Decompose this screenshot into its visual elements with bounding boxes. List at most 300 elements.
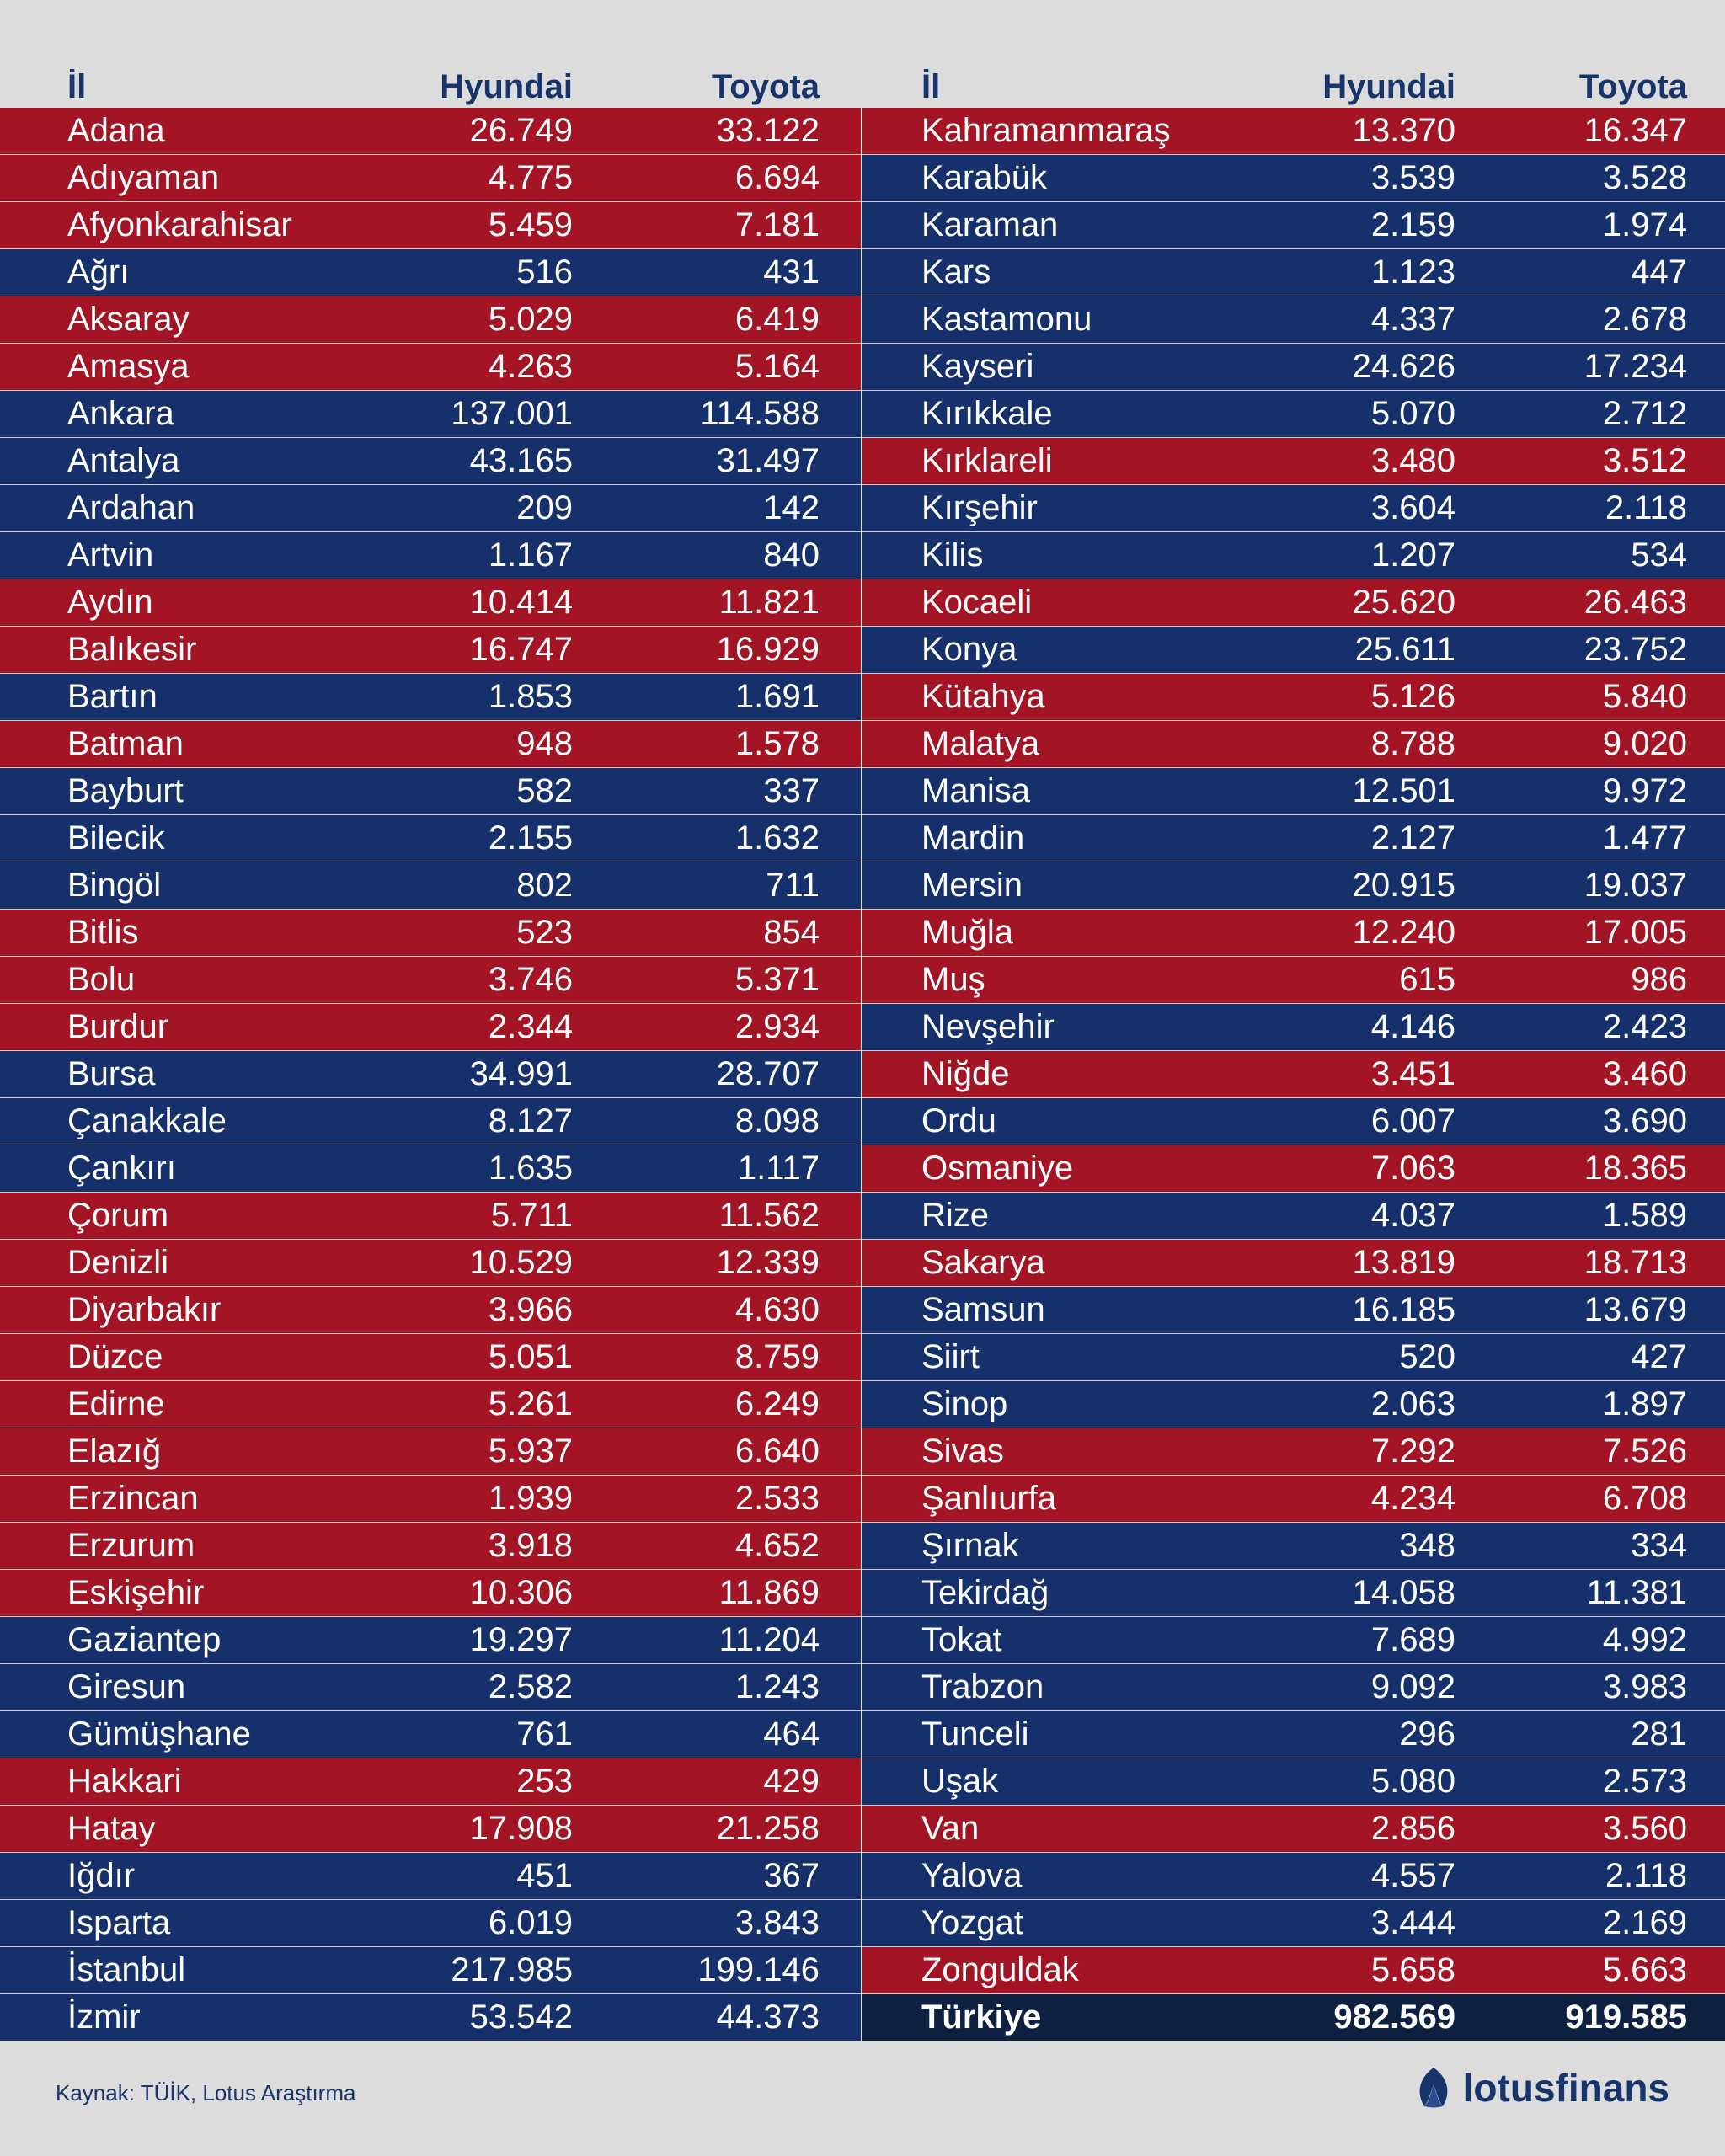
- cell-hyundai: 4.557: [1370, 1857, 1455, 1894]
- cell-province: Balıkesir: [67, 631, 197, 668]
- cell-province: Kocaeli: [921, 584, 1033, 621]
- header-il: İl: [67, 68, 87, 105]
- cell-toyota: 7.181: [734, 206, 820, 243]
- cell-toyota: 142: [763, 489, 820, 526]
- source-note: Kaynak: TÜİK, Lotus Araştırma: [56, 2080, 356, 2105]
- table-row: [0, 957, 861, 1004]
- cell-toyota: 7.526: [1602, 1433, 1687, 1470]
- cell-hyundai: 34.991: [469, 1055, 573, 1092]
- cell-hyundai: 13.370: [1352, 112, 1455, 149]
- table-row: [0, 296, 861, 344]
- table-row: [862, 1758, 1725, 1806]
- table-row: [862, 249, 1725, 296]
- cell-province: İzmir: [67, 1999, 141, 2036]
- cell-hyundai: 5.658: [1370, 1951, 1455, 1988]
- table-row: [0, 1523, 861, 1570]
- cell-toyota: 2.678: [1602, 301, 1687, 338]
- cell-province: Yozgat: [921, 1904, 1023, 1941]
- cell-hyundai: 8.127: [488, 1102, 573, 1139]
- table-row: [0, 391, 861, 438]
- cell-province: Elazığ: [67, 1433, 162, 1470]
- table-row: [0, 249, 861, 296]
- cell-toyota: 1.477: [1602, 819, 1687, 857]
- cell-toyota: 5.840: [1602, 678, 1687, 715]
- brand-logo: [1413, 2065, 1669, 2111]
- cell-province: Kars: [921, 253, 991, 291]
- cell-province: Antalya: [67, 442, 180, 479]
- table-row: [862, 627, 1725, 674]
- cell-province: Şırnak: [921, 1527, 1019, 1564]
- cell-toyota: 367: [763, 1857, 820, 1894]
- table-row: [0, 1381, 861, 1428]
- cell-hyundai: 25.620: [1352, 584, 1455, 621]
- cell-hyundai: 582: [516, 772, 573, 809]
- table-row: [862, 1853, 1725, 1900]
- table-row: [0, 579, 861, 627]
- cell-hyundai: 2.159: [1370, 206, 1455, 243]
- cell-province: Nevşehir: [921, 1008, 1055, 1045]
- cell-toyota: 1.117: [737, 1150, 820, 1187]
- cell-toyota: 2.118: [1605, 489, 1687, 526]
- table-row: [862, 1240, 1725, 1287]
- table-row: [862, 1004, 1725, 1051]
- cell-toyota: 11.381: [1586, 1574, 1687, 1611]
- cell-province: Aksaray: [67, 301, 190, 338]
- cell-toyota: 427: [1631, 1338, 1687, 1375]
- cell-province: Çanakkale: [67, 1102, 227, 1139]
- cell-hyundai: 5.080: [1370, 1763, 1455, 1800]
- table-row: [862, 957, 1725, 1004]
- cell-hyundai: 5.029: [488, 301, 573, 338]
- table-row: [862, 155, 1725, 202]
- cell-toyota: 12.339: [716, 1244, 820, 1281]
- table-header: [0, 59, 861, 108]
- cell-toyota: 8.759: [734, 1338, 820, 1375]
- cell-province: Sakarya: [921, 1244, 1045, 1281]
- table-row: [0, 1664, 861, 1711]
- cell-hyundai: 5.126: [1370, 678, 1455, 715]
- cell-province: Kahramanmaraş: [921, 112, 1171, 149]
- table-row: [862, 1711, 1725, 1758]
- table-row: [862, 1381, 1725, 1428]
- cell-province: Amasya: [67, 348, 190, 385]
- cell-toyota: 1.691: [734, 678, 820, 715]
- cell-province: Gümüşhane: [67, 1716, 251, 1753]
- cell-province: Kastamonu: [921, 301, 1092, 338]
- cell-hyundai: 2.344: [488, 1008, 573, 1045]
- cell-hyundai: 5.937: [488, 1433, 573, 1470]
- header-il: İl: [921, 68, 941, 105]
- cell-province: Siirt: [921, 1338, 980, 1375]
- cell-province: Mersin: [921, 867, 1023, 904]
- cell-province: Adana: [67, 112, 165, 149]
- cell-hyundai: 3.604: [1370, 489, 1455, 526]
- table-row: [862, 485, 1725, 532]
- data-table: [0, 59, 1725, 2041]
- table-row: [862, 1570, 1725, 1617]
- cell-toyota: 281: [1631, 1716, 1687, 1753]
- cell-hyundai: 3.480: [1370, 442, 1455, 479]
- cell-province: Edirne: [67, 1385, 165, 1422]
- table-row: [862, 1145, 1725, 1193]
- cell-hyundai: 296: [1399, 1716, 1455, 1753]
- cell-province: Malatya: [921, 725, 1040, 762]
- table-row: [862, 768, 1725, 815]
- cell-toyota: 464: [763, 1716, 820, 1753]
- cell-province: Zonguldak: [921, 1951, 1079, 1988]
- cell-toyota: 1.974: [1602, 206, 1687, 243]
- table-row: [0, 155, 861, 202]
- table-row: [862, 815, 1725, 862]
- table-row: [862, 1900, 1725, 1947]
- cell-toyota: 840: [763, 536, 820, 574]
- table-row: [862, 1806, 1725, 1853]
- table-left-column: [0, 59, 862, 2041]
- table-row: [0, 344, 861, 391]
- cell-hyundai: 4.234: [1370, 1480, 1455, 1517]
- table-row: [0, 1570, 861, 1617]
- cell-hyundai: 7.063: [1370, 1150, 1455, 1187]
- table-row: [862, 1334, 1725, 1381]
- cell-hyundai: 5.051: [488, 1338, 573, 1375]
- cell-toyota: 11.204: [718, 1621, 820, 1658]
- cell-hyundai: 24.626: [1352, 348, 1455, 385]
- table-row: [0, 674, 861, 721]
- cell-toyota: 114.588: [700, 395, 820, 432]
- table-row: [862, 1476, 1725, 1523]
- cell-hyundai: 53.542: [469, 1999, 573, 2036]
- cell-province: Bursa: [67, 1055, 156, 1092]
- cell-province: Afyonkarahisar: [67, 206, 292, 243]
- table-header: [862, 59, 1725, 108]
- table-row: [0, 485, 861, 532]
- cell-hyundai: 3.966: [488, 1291, 573, 1328]
- cell-province: Türkiye: [921, 1999, 1042, 2036]
- table-row: [0, 202, 861, 249]
- cell-hyundai: 761: [516, 1716, 573, 1753]
- cell-hyundai: 16.747: [469, 631, 573, 668]
- total-row: [862, 1994, 1725, 2041]
- cell-toyota: 18.365: [1583, 1150, 1687, 1187]
- table-row: [0, 721, 861, 768]
- cell-province: Burdur: [67, 1008, 169, 1045]
- cell-province: Çorum: [67, 1197, 169, 1234]
- cell-hyundai: 12.240: [1352, 914, 1455, 951]
- cell-province: Kırklareli: [921, 442, 1053, 479]
- cell-toyota: 4.630: [734, 1291, 820, 1328]
- cell-province: Erzincan: [67, 1480, 199, 1517]
- cell-hyundai: 1.167: [488, 536, 573, 574]
- cell-province: Tunceli: [921, 1716, 1029, 1753]
- cell-province: Denizli: [67, 1244, 169, 1281]
- cell-toyota: 3.460: [1602, 1055, 1687, 1092]
- cell-hyundai: 802: [516, 867, 573, 904]
- cell-province: Ordu: [921, 1102, 996, 1139]
- cell-hyundai: 4.037: [1370, 1197, 1455, 1234]
- table-row: [0, 438, 861, 485]
- cell-hyundai: 10.529: [469, 1244, 573, 1281]
- table-row: [0, 1758, 861, 1806]
- cell-hyundai: 3.918: [488, 1527, 573, 1564]
- header-hyundai: Hyundai: [440, 68, 573, 105]
- table-row: [862, 202, 1725, 249]
- table-row: [0, 1334, 861, 1381]
- cell-toyota: 337: [763, 772, 820, 809]
- table-row: [862, 910, 1725, 957]
- cell-province: Kırşehir: [921, 489, 1038, 526]
- cell-province: Düzce: [67, 1338, 163, 1375]
- cell-province: Erzurum: [67, 1527, 195, 1564]
- cell-province: Kütahya: [921, 678, 1045, 715]
- table-row: [0, 1806, 861, 1853]
- cell-toyota: 2.533: [734, 1480, 820, 1517]
- cell-toyota: 3.983: [1602, 1668, 1687, 1705]
- table-row: [862, 1523, 1725, 1570]
- cell-province: Kilis: [921, 536, 984, 574]
- cell-toyota: 23.752: [1583, 631, 1687, 668]
- table-row: [0, 815, 861, 862]
- table-row: [862, 1051, 1725, 1098]
- cell-toyota: 11.869: [718, 1574, 820, 1611]
- cell-province: Niğde: [921, 1055, 1010, 1092]
- cell-province: İstanbul: [67, 1951, 186, 1988]
- cell-province: Tekirdağ: [921, 1574, 1049, 1611]
- cell-province: Gaziantep: [67, 1621, 222, 1658]
- cell-province: Muş: [921, 961, 985, 998]
- cell-hyundai: 209: [516, 489, 573, 526]
- cell-province: Kayseri: [921, 348, 1034, 385]
- cell-hyundai: 12.501: [1352, 772, 1455, 809]
- cell-toyota: 986: [1631, 961, 1687, 998]
- cell-hyundai: 43.165: [469, 442, 573, 479]
- cell-province: Mardin: [921, 819, 1025, 857]
- cell-province: Sinop: [921, 1385, 1008, 1422]
- cell-hyundai: 16.185: [1352, 1291, 1455, 1328]
- table-row: [0, 1900, 861, 1947]
- cell-hyundai: 5.711: [490, 1197, 573, 1234]
- cell-hyundai: 4.775: [488, 159, 573, 196]
- cell-toyota: 6.640: [734, 1433, 820, 1470]
- cell-toyota: 5.164: [734, 348, 820, 385]
- cell-hyundai: 451: [516, 1857, 573, 1894]
- cell-toyota: 44.373: [716, 1999, 820, 2036]
- cell-province: Trabzon: [921, 1668, 1044, 1705]
- table-row: [0, 1098, 861, 1145]
- cell-province: Artvin: [67, 536, 154, 574]
- cell-province: Bolu: [67, 961, 136, 998]
- cell-province: Ardahan: [67, 489, 195, 526]
- cell-toyota: 2.118: [1605, 1857, 1687, 1894]
- table-body-right: [862, 108, 1725, 2041]
- table-row: [862, 579, 1725, 627]
- cell-province: Isparta: [67, 1904, 171, 1941]
- cell-province: Şanlıurfa: [921, 1480, 1057, 1517]
- cell-toyota: 3.843: [734, 1904, 820, 1941]
- cell-toyota: 1.632: [734, 819, 820, 857]
- header-toyota: Toyota: [1578, 68, 1687, 105]
- cell-toyota: 11.562: [718, 1197, 820, 1234]
- cell-hyundai: 1.207: [1370, 536, 1455, 574]
- cell-toyota: 5.663: [1602, 1951, 1687, 1988]
- cell-hyundai: 1.123: [1370, 253, 1455, 291]
- cell-province: Diyarbakır: [67, 1291, 222, 1328]
- cell-hyundai: 982.569: [1333, 1999, 1455, 2036]
- cell-toyota: 11.821: [718, 584, 820, 621]
- cell-province: Osmaniye: [921, 1150, 1074, 1187]
- brand-name: lotusfinans: [1462, 2066, 1669, 2110]
- cell-hyundai: 1.635: [488, 1150, 573, 1187]
- cell-hyundai: 13.819: [1352, 1244, 1455, 1281]
- cell-hyundai: 14.058: [1352, 1574, 1455, 1611]
- header-hyundai: Hyundai: [1322, 68, 1455, 105]
- cell-toyota: 1.589: [1602, 1197, 1687, 1234]
- cell-toyota: 2.573: [1602, 1763, 1687, 1800]
- table-row: [862, 438, 1725, 485]
- cell-hyundai: 253: [516, 1763, 573, 1800]
- header-toyota: Toyota: [711, 68, 820, 105]
- table-row: [862, 862, 1725, 910]
- cell-toyota: 1.897: [1602, 1385, 1687, 1422]
- table-row: [0, 1947, 861, 1994]
- cell-hyundai: 217.985: [451, 1951, 573, 1988]
- cell-hyundai: 26.749: [469, 112, 573, 149]
- table-row: [0, 1145, 861, 1193]
- cell-hyundai: 7.292: [1370, 1433, 1455, 1470]
- cell-province: Karabük: [921, 159, 1047, 196]
- table-row: [862, 1287, 1725, 1334]
- table-right-column: [862, 59, 1725, 2041]
- cell-toyota: 33.122: [716, 112, 820, 149]
- table-row: [0, 627, 861, 674]
- cell-hyundai: 3.746: [488, 961, 573, 998]
- cell-province: Tokat: [921, 1621, 1002, 1658]
- cell-toyota: 4.652: [734, 1527, 820, 1564]
- cell-toyota: 429: [763, 1763, 820, 1800]
- table-row: [0, 1193, 861, 1240]
- cell-province: Manisa: [921, 772, 1030, 809]
- cell-toyota: 21.258: [716, 1810, 820, 1847]
- cell-province: Van: [921, 1810, 980, 1847]
- cell-hyundai: 516: [516, 253, 573, 291]
- cell-toyota: 16.929: [716, 631, 820, 668]
- cell-hyundai: 9.092: [1370, 1668, 1455, 1705]
- cell-province: Bilecik: [67, 819, 165, 857]
- cell-toyota: 19.037: [1583, 867, 1687, 904]
- cell-hyundai: 615: [1399, 961, 1455, 998]
- cell-hyundai: 3.539: [1370, 159, 1455, 196]
- cell-toyota: 6.249: [734, 1385, 820, 1422]
- cell-toyota: 534: [1631, 536, 1687, 574]
- table-body-left: [0, 108, 861, 2041]
- table-row: [862, 1193, 1725, 1240]
- cell-province: Kırıkkale: [921, 395, 1053, 432]
- cell-toyota: 2.423: [1602, 1008, 1687, 1045]
- cell-toyota: 431: [763, 253, 820, 291]
- cell-hyundai: 3.444: [1370, 1904, 1455, 1941]
- cell-hyundai: 3.451: [1370, 1055, 1455, 1092]
- cell-toyota: 6.419: [734, 301, 820, 338]
- cell-hyundai: 10.306: [469, 1574, 573, 1611]
- table-row: [0, 1287, 861, 1334]
- table-row: [0, 1994, 861, 2041]
- cell-province: Konya: [921, 631, 1017, 668]
- cell-province: Samsun: [921, 1291, 1045, 1328]
- cell-hyundai: 2.856: [1370, 1810, 1455, 1847]
- cell-hyundai: 137.001: [451, 395, 573, 432]
- cell-toyota: 6.708: [1602, 1480, 1687, 1517]
- table-row: [0, 1476, 861, 1523]
- cell-toyota: 1.578: [734, 725, 820, 762]
- cell-toyota: 711: [766, 867, 820, 904]
- cell-toyota: 447: [1631, 253, 1687, 291]
- cell-province: Eskişehir: [67, 1574, 205, 1611]
- cell-toyota: 3.512: [1602, 442, 1687, 479]
- table-row: [862, 108, 1725, 155]
- table-row: [862, 344, 1725, 391]
- cell-hyundai: 6.007: [1370, 1102, 1455, 1139]
- cell-toyota: 3.560: [1602, 1810, 1687, 1847]
- cell-hyundai: 5.070: [1370, 395, 1455, 432]
- table-row: [862, 1098, 1725, 1145]
- table-row: [862, 391, 1725, 438]
- cell-province: Yalova: [921, 1857, 1023, 1894]
- table-row: [0, 1711, 861, 1758]
- cell-province: Hakkari: [67, 1763, 182, 1800]
- cell-province: Ankara: [67, 395, 174, 432]
- table-row: [0, 1428, 861, 1476]
- cell-toyota: 28.707: [716, 1055, 820, 1092]
- cell-hyundai: 520: [1399, 1338, 1455, 1375]
- table-row: [862, 1617, 1725, 1664]
- cell-hyundai: 348: [1399, 1527, 1455, 1564]
- cell-hyundai: 19.297: [469, 1621, 573, 1658]
- cell-province: Bartın: [67, 678, 158, 715]
- cell-toyota: 854: [763, 914, 820, 951]
- cell-toyota: 919.585: [1565, 1999, 1687, 2036]
- cell-hyundai: 948: [516, 725, 573, 762]
- cell-toyota: 5.371: [734, 961, 820, 998]
- cell-province: Rize: [921, 1197, 990, 1234]
- cell-hyundai: 17.908: [469, 1810, 573, 1847]
- cell-province: Çankırı: [67, 1150, 176, 1187]
- table-row: [0, 910, 861, 957]
- cell-hyundai: 10.414: [469, 584, 573, 621]
- cell-toyota: 4.992: [1602, 1621, 1687, 1658]
- table-row: [862, 1947, 1725, 1994]
- cell-hyundai: 1.853: [488, 678, 573, 715]
- cell-toyota: 9.972: [1602, 772, 1687, 809]
- cell-hyundai: 8.788: [1370, 725, 1455, 762]
- cell-toyota: 334: [1631, 1527, 1687, 1564]
- cell-province: Giresun: [67, 1668, 186, 1705]
- cell-toyota: 31.497: [716, 442, 820, 479]
- cell-hyundai: 20.915: [1352, 867, 1455, 904]
- cell-toyota: 9.020: [1602, 725, 1687, 762]
- table-row: [862, 674, 1725, 721]
- cell-province: Muğla: [921, 914, 1013, 951]
- cell-toyota: 6.694: [734, 159, 820, 196]
- cell-province: Ağrı: [67, 253, 130, 291]
- cell-hyundai: 523: [516, 914, 573, 951]
- cell-toyota: 26.463: [1583, 584, 1687, 621]
- cell-hyundai: 4.263: [488, 348, 573, 385]
- cell-province: Iğdır: [67, 1857, 136, 1894]
- cell-hyundai: 2.582: [488, 1668, 573, 1705]
- table-row: [0, 1853, 861, 1900]
- cell-province: Adıyaman: [67, 159, 220, 196]
- cell-hyundai: 4.146: [1370, 1008, 1455, 1045]
- cell-province: Bitlis: [67, 914, 139, 951]
